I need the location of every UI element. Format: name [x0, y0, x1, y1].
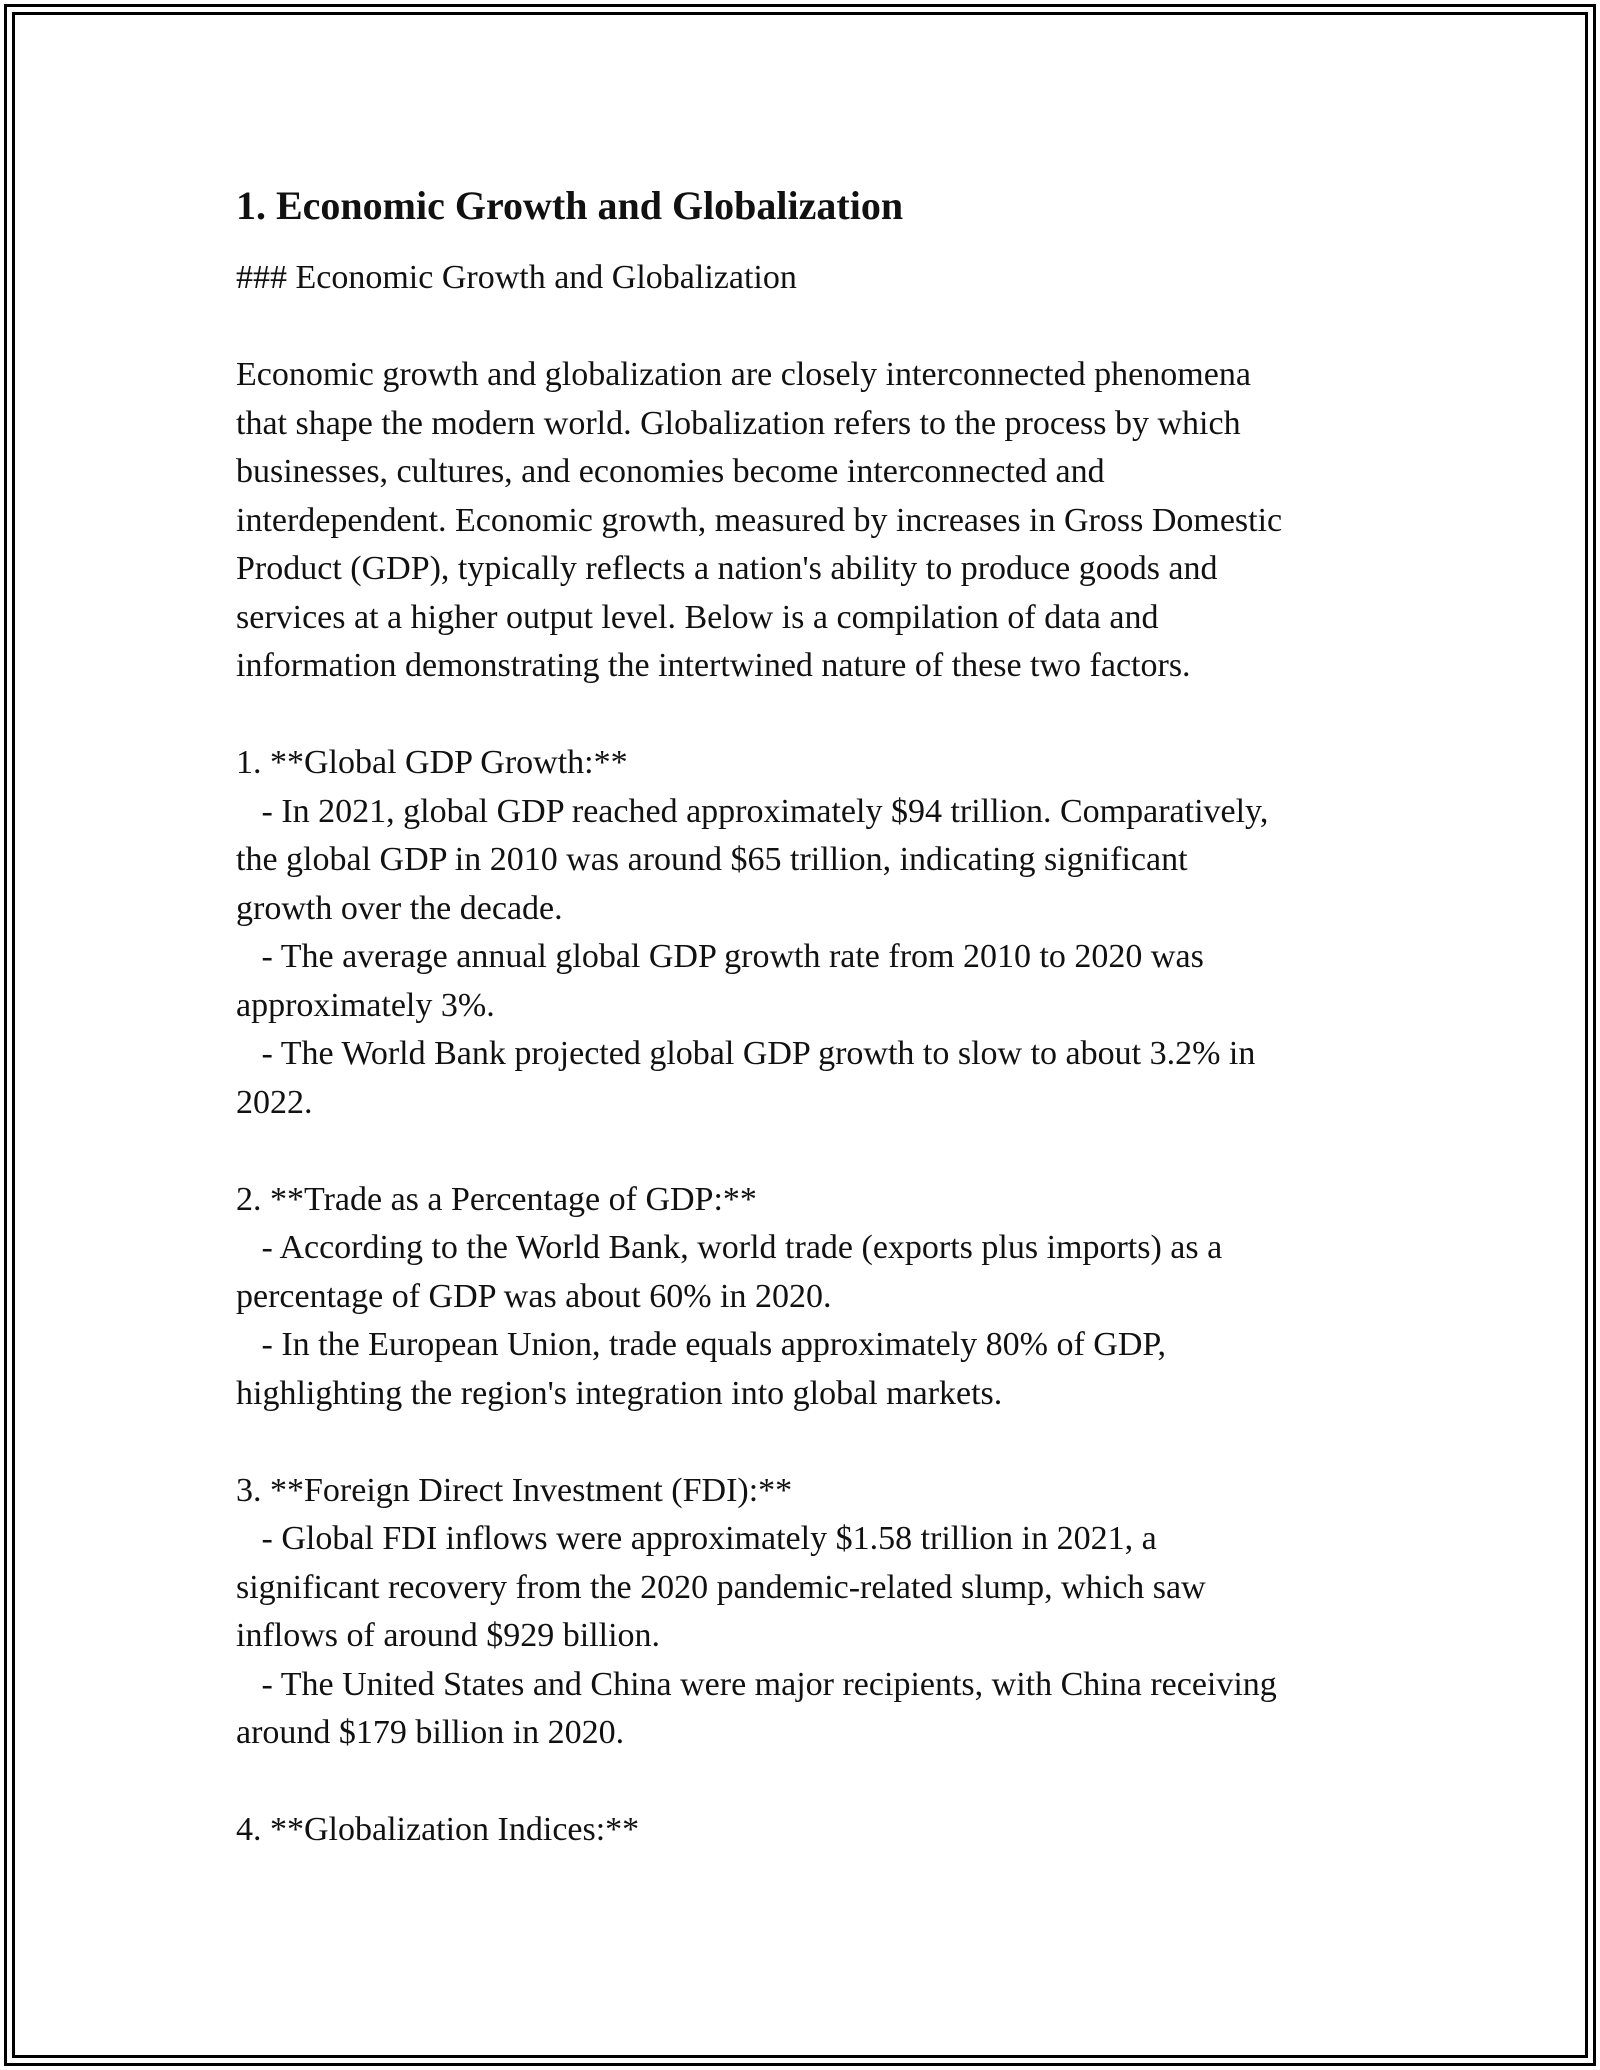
intro-line: information demonstrating the intertwined nature of these two factors.	[236, 647, 1191, 684]
section-line: highlighting the region's integration into global markets.	[236, 1374, 1003, 1412]
section-foreign-direct-investment	[236, 1467, 1376, 1758]
spacer	[236, 1758, 1376, 1807]
section-line: - In the European Union, trade equals approximately 80% of GDP,	[236, 1326, 1167, 1363]
intro-line: interdependent. Economic growth, measured by increases in Gross Domestic	[236, 501, 1283, 539]
section-trade-percentage-gdp	[236, 1176, 1376, 1419]
section-line: percentage of GDP was about 60% in 2020.	[236, 1277, 832, 1315]
spacer	[236, 303, 1376, 352]
section-line: - The United States and China were major recipients, with China receiving	[236, 1665, 1277, 1703]
section-line: the global GDP in 2010 was around $65 trillion, indicating significant	[236, 841, 1188, 878]
section-line: inflows of around $929 billion.	[236, 1617, 661, 1654]
spacer	[236, 1418, 1376, 1467]
section-line: - The average annual global GDP growth rate from 2010 to 2020 was	[236, 938, 1204, 975]
section-globalization-indices	[236, 1806, 1376, 1855]
section-global-gdp-growth	[236, 739, 1376, 1127]
section-heading: 2. **Trade as a Percentage of GDP:**	[236, 1180, 757, 1218]
intro-paragraph	[236, 351, 1376, 691]
section-heading: 4. **Globalization Indices:**	[236, 1811, 640, 1848]
intro-line: services at a higher output level. Below is a compilation of data and	[236, 598, 1159, 636]
section-line: - The World Bank projected global GDP growth to slow to about 3.2% in	[236, 1035, 1256, 1072]
section-line: approximately 3%.	[236, 986, 495, 1024]
section-line: growth over the decade.	[236, 889, 563, 927]
section-line: - Global FDI inflows were approximately $1.58 trillion in 2021, a	[236, 1520, 1157, 1557]
spacer	[236, 691, 1376, 740]
section-line: - In 2021, global GDP reached approximately $94 trillion. Comparatively,	[236, 792, 1269, 830]
intro-line: businesses, cultures, and economies become interconnected and	[236, 453, 1105, 490]
section-line: significant recovery from the 2020 pandemic-related slump, which saw	[236, 1568, 1206, 1606]
section-line: 2022.	[236, 1083, 313, 1121]
subheading: ### Economic Growth and Globalization	[236, 259, 797, 296]
section-line: - According to the World Bank, world trade (exports plus imports) as a	[236, 1229, 1223, 1266]
intro-line: Economic growth and globalization are closely interconnected phenomena	[236, 356, 1251, 393]
document-body	[236, 180, 1376, 1855]
document-title: 1. Economic Growth and Globalization	[236, 183, 904, 228]
spacer	[236, 1127, 1376, 1176]
intro-line: that shape the modern world. Globalization refers to the process by which	[236, 404, 1241, 442]
section-heading: 1. **Global GDP Growth:**	[236, 744, 628, 781]
section-heading: 3. **Foreign Direct Investment (FDI):**	[236, 1471, 793, 1509]
intro-line: Product (GDP), typically reflects a nation's ability to produce goods and	[236, 550, 1218, 587]
section-line: around $179 billion in 2020.	[236, 1714, 625, 1751]
